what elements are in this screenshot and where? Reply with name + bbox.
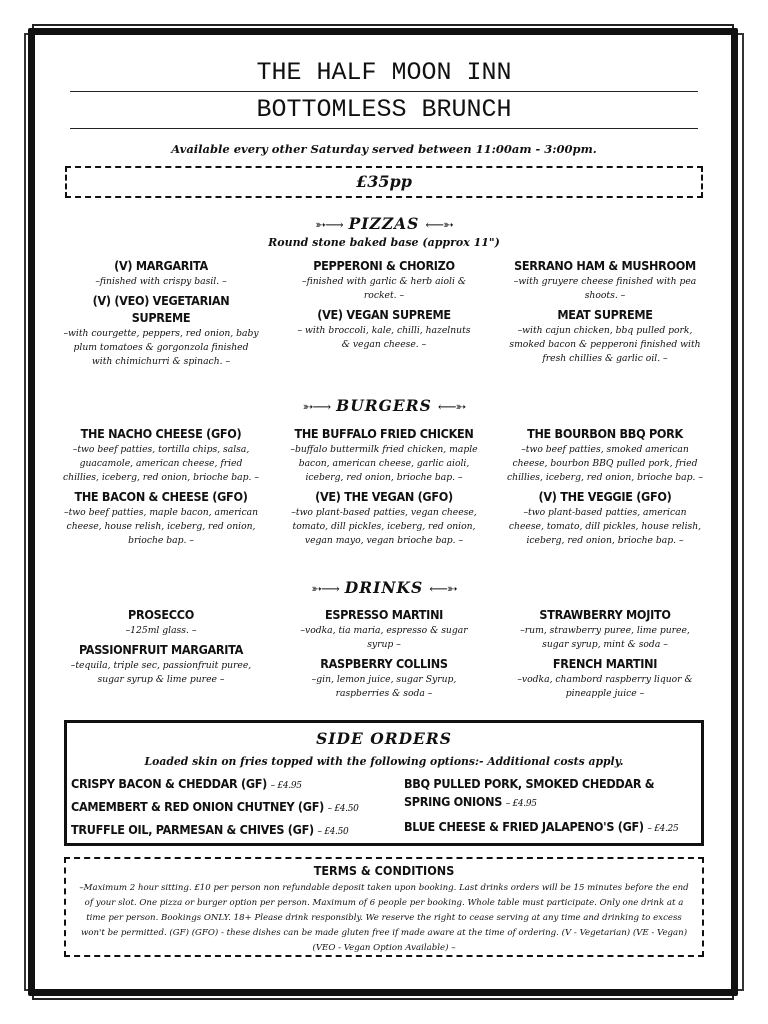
pizza-column-1 xyxy=(56,254,266,371)
menu-item-desc: –two beef patties, smoked american cheese, bourbon BBQ pulled pork, fried chillies, iceberg, red onion, brioche bap. – xyxy=(507,444,703,483)
side-orders-box xyxy=(64,720,704,846)
menu-item-name: (VE) VEGAN SUPREME xyxy=(317,307,451,322)
side-orders-note: Loaded skin on fries topped with the following options:- Additional costs apply. xyxy=(144,755,624,768)
menu-item-name: THE BUFFALO FRIED CHICKEN xyxy=(294,426,474,441)
menu-item-name: ESPRESSO MARTINI xyxy=(324,607,444,622)
terms-box xyxy=(64,857,704,957)
arrow-right-icon: ➳⟶ xyxy=(302,400,331,415)
menu-item-name: RASPBERRY COLLINS xyxy=(320,656,448,671)
arrow-left-icon: ⟵➳ xyxy=(429,582,457,597)
menu-title: BOTTOMLESS BRUNCH xyxy=(256,95,512,124)
pizza-column-2 xyxy=(279,254,489,354)
menu-item-desc: –buffalo buttermilk fried chicken, maple bacon, american cheese, garlic aioli, iceberg, red onion, brioche bap. – xyxy=(290,444,478,483)
terms-title: TERMS & CONDITIONS xyxy=(313,863,455,878)
menu-item-desc: –with courgette, peppers, red onion, baby plum tomatoes & gorgonzola finished with chimichurri & spinach. – xyxy=(63,328,259,367)
side-item-price: – £4.25 xyxy=(647,824,679,834)
drinks-column-1 xyxy=(56,603,266,689)
menu-item-name: PASSIONFRUIT MARGARITA xyxy=(79,642,243,657)
menu-item-name: PROSECCO xyxy=(128,607,194,622)
pizza-base-note: Round stone baked base (approx 11") xyxy=(268,236,500,249)
section-drinks-heading: ➳⟶ DRINKS ⟵➳ xyxy=(311,578,457,597)
side-item-price: – £4.95 xyxy=(270,781,302,791)
menu-item-name: (VE) THE VEGAN (GFO) xyxy=(315,489,453,504)
title-divider-top xyxy=(70,91,698,92)
burger-column-3 xyxy=(500,422,710,550)
drinks-column-3 xyxy=(500,603,710,703)
availability-note: Available every other Saturday served between 11:00am - 3:00pm. xyxy=(171,142,597,156)
menu-item-name: FRENCH MARTINI xyxy=(552,656,658,671)
menu-item-name: (V) THE VEGGIE (GFO) xyxy=(538,489,672,504)
arrow-right-icon: ➳⟶ xyxy=(311,582,339,597)
price-box xyxy=(65,166,703,198)
menu-item-desc: –two beef patties, tortilla chips, salsa, guacamole, american cheese, fried chillies, iceberg, red onion, brioche bap. – xyxy=(63,444,259,483)
side-item: BBQ PULLED PORK, SMOKED CHEDDAR & SPRING ONIONS – £4.95 xyxy=(404,776,655,809)
menu-item-name: MEAT SUPREME xyxy=(557,307,653,322)
pizza-column-3 xyxy=(500,254,710,368)
side-item: CRISPY BACON & CHEDDAR (GF) – £4.95 xyxy=(71,776,302,791)
menu-item-desc: –rum, strawberry puree, lime puree, sugar syrup, mint & soda – xyxy=(520,625,690,650)
menu-item-desc: –finished with garlic & herb aioli & rocket. – xyxy=(301,276,467,301)
menu-item-desc: –two plant-based patties, vegan cheese, tomato, dill pickles, iceberg, red onion, vegan mayo, vegan brioche bap. – xyxy=(291,507,477,546)
menu-item-name: PEPPERONI & CHORIZO xyxy=(313,258,455,273)
menu-item-desc: –vodka, chambord raspberry liquor & pineapple juice – xyxy=(517,674,693,699)
menu-item-desc: –with gruyere cheese finished with pea shoots. – xyxy=(513,276,697,301)
menu-item-desc: –finished with crispy basil. – xyxy=(95,276,227,287)
side-item: BLUE CHEESE & FRIED JALAPENO'S (GF) – £4.25 xyxy=(404,819,679,834)
side-item-price: – £4.50 xyxy=(317,827,349,837)
menu-item-desc: –tequila, triple sec, passionfruit puree, sugar syrup & lime puree – xyxy=(70,660,252,685)
side-item: TRUFFLE OIL, PARMESAN & CHIVES (GF) – £4.50 xyxy=(71,822,349,837)
side-item-price: – £4.95 xyxy=(505,799,537,809)
arrow-left-icon: ⟵➳ xyxy=(437,400,466,415)
drinks-column-2 xyxy=(279,603,489,703)
side-item-price: – £4.50 xyxy=(327,804,359,814)
terms-text: –Maximum 2 hour sitting. £10 per person non refundable deposit taken upon booking. Last drinks orders will be 15 minutes before the end of your slot. One pizza or burger option per person. Maximum of 6 people per booking. Whole table must participate. Only one drink at a time per person. Bookings ONLY. 18+ Please drink responsibly. We reserve the right to cease serving at any time and drinking to excess won't be permitted. (GF) (GFO) - these dishes can be made gluten free if made aware at the time of ordering. (V - Vegetarian) (VE - Vegan) (VEO - Vegan Option Available) – xyxy=(79,883,689,953)
menu-item-desc: –two plant-based patties, american cheese, tomato, dill pickles, house relish, iceberg, red onion, brioche bap. – xyxy=(508,507,702,546)
title-divider-bottom xyxy=(70,128,698,129)
menu-item-desc: – with broccoli, kale, chilli, hazelnuts & vegan cheese. – xyxy=(297,325,471,350)
side-item: CAMEMBERT & RED ONION CHUTNEY (GF) – £4.50 xyxy=(71,799,359,814)
price-per-person: £35pp xyxy=(356,172,412,191)
menu-item-name: THE BOURBON BBQ PORK xyxy=(527,426,683,441)
menu-item-name: STRAWBERRY MOJITO xyxy=(539,607,671,622)
menu-item-name: (V) MARGARITA xyxy=(114,258,208,273)
arrow-left-icon: ⟵➳ xyxy=(425,218,453,233)
side-orders-title: SIDE ORDERS xyxy=(316,729,452,748)
menu-item-desc: –gin, lemon juice, sugar Syrup, raspberries & soda – xyxy=(311,674,457,699)
section-pizzas-heading: ➳⟶ PIZZAS ⟵➳ xyxy=(315,214,453,233)
section-burgers-heading: ➳⟶ BURGERS ⟵➳ xyxy=(302,396,466,415)
burger-column-2 xyxy=(279,422,489,550)
menu-item-desc: –125ml glass. – xyxy=(125,625,197,636)
burger-column-1 xyxy=(56,422,266,550)
arrow-right-icon: ➳⟶ xyxy=(315,218,343,233)
venue-title: THE HALF MOON INN xyxy=(256,58,512,87)
menu-item-desc: –with cajun chicken, bbq pulled pork, smoked bacon & pepperoni finished with fresh chillies & garlic oil. – xyxy=(509,325,701,364)
menu-item-desc: –two beef patties, maple bacon, american cheese, house relish, iceberg, red onion, brioche bap. – xyxy=(63,507,258,546)
menu-item-name: SERRANO HAM & MUSHROOM xyxy=(514,258,696,273)
menu-item-name: THE BACON & CHEESE (GFO) xyxy=(74,489,248,504)
menu-item-name: THE NACHO CHEESE (GFO) xyxy=(80,426,242,441)
menu-item-name: (V) (VEO) VEGETARIAN SUPREME xyxy=(92,293,230,325)
menu-item-desc: –vodka, tia maria, espresso & sugar syrup – xyxy=(300,625,468,650)
